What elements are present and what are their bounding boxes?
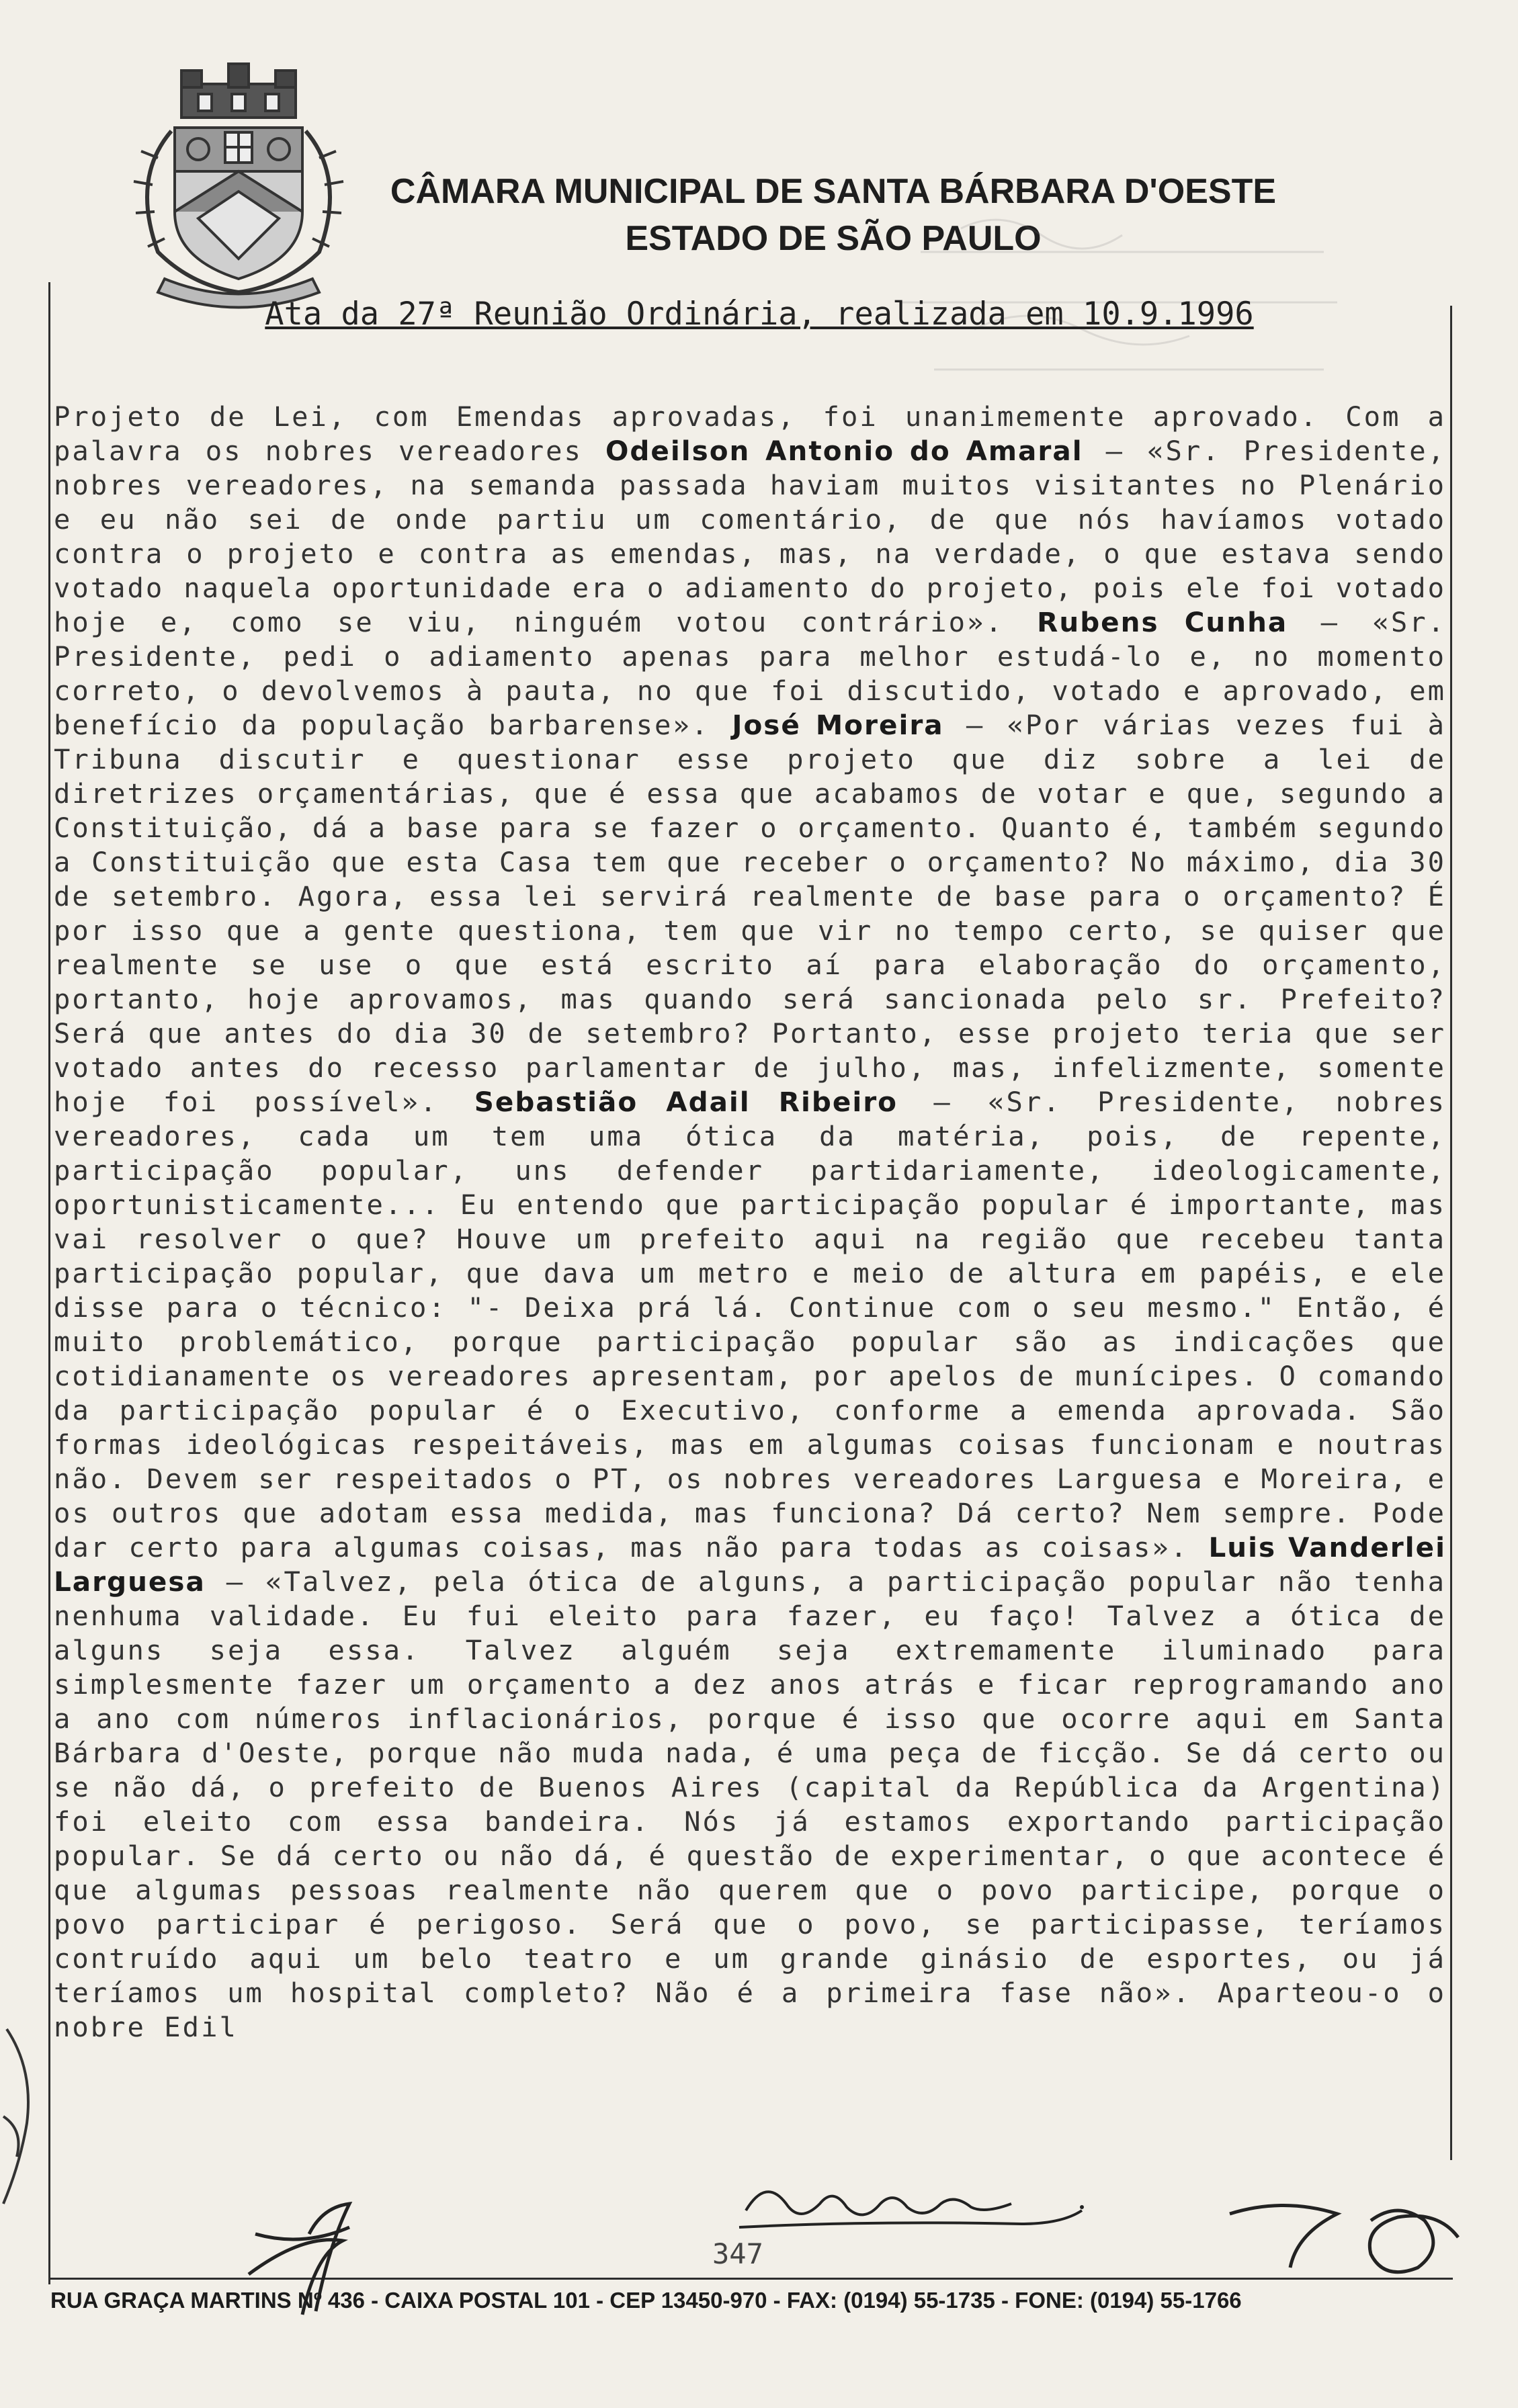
page-number: 347 bbox=[712, 2237, 763, 2270]
margin-signature-mark bbox=[0, 2016, 40, 2217]
body-text-segment: – «Sr. Presidente, nobres vereadores, na semanda passada haviam muitos visitantes no Plenário e eu não sei de onde partiu um comentário, de que nós havíamos votado contra o projeto e contra as emendas, mas, na verdade, o que estava sendo votado naquela oportunidade era o adiamento do projeto, pois ele foi votado hoje e, como se viu, ninguém votou contrário». bbox=[54, 435, 1446, 638]
minutes-body bbox=[54, 400, 1446, 2045]
body-text-segment: – «Sr. Presidente, pedi o adiamento apenas para melhor estudá-lo e, no momento correto, o devolvemos à pauta, no que foi discutido, votado e aprovado, em benefício da população barbarense». bbox=[54, 606, 1446, 741]
body-text-segment: – «Por várias vezes fui à Tribuna discutir e questionar esse projeto que diz sobre a lei de diretrizes orçamentárias, que é essa que acabamos de votar e que, segundo a Constituição, dá a base para se fazer o orçamento. Quanto é, também segundo a Constituição que esta Casa tem que receber o orçamento? No máximo, dia 30 de setembro. Agora, essa lei servirá realmente de base para o orçamento? É por isso que a gente questiona, tem que vir no tempo certo, se quiser que realmente se use o que está escrito aí para elaboração do orçamento, portanto, hoje aprovamos, mas quando será sancionada pelo sr. Prefeito? Será que antes do dia 30 de setembro? Portanto, esse projeto teria que ser votado antes do recesso parlamentar de julho, mas, infelizmente, somente hoje foi possível». bbox=[54, 709, 1447, 1118]
body-text-segment: Projeto de Lei, com Emendas aprovadas, foi unanimemente aprovado. Com a palavra os nobres vereadores bbox=[54, 400, 1446, 467]
frame-right-line bbox=[1450, 306, 1452, 2160]
institution-name: CÂMARA MUNICIPAL DE SANTA BÁRBARA D'OESTE bbox=[390, 172, 1277, 211]
body-text-segment: – «Sr. Presidente, nobres vereadores, cada um tem uma ótica da matéria, pois, de repente, participação popular, uns defender partidariamente, ideologicamente, oportunisticamente... Eu entendo que participação popular é importante, mas vai resolver o que? Houve um prefeito aqui na região que recebeu tanta participação popular, que dava um metro e meio de altura em papéis, e ele disse para o técnico: "- Deixa prá lá. Continue com o seu mesmo." Então, é muito problemático, porque participação popular são as indicações que cotidianamente os vereadores apresentam, por apelos de munícipes. O comando da participação popular é o Executivo, conforme a emenda aprovada. São formas ideológicas respeitáveis, mas em algumas coisas funcionam e noutras não. Devem ser respeitados o PT, os nobres vereadores Larguesa e Moreira, e os outros que adotam essa medida, mas funciona? Dá certo? Nem sempre. Pode dar certo para algumas coisas, mas não para todas as coisas». bbox=[54, 1086, 1446, 1563]
speaker-name: Luis Vanderlei Larguesa bbox=[54, 1531, 1447, 1598]
speaker-name: Odeilson Antonio do Amaral bbox=[605, 435, 1083, 467]
minutes-title: Ata da 27ª Reunião Ordinária, realizada em 10.9.1996 bbox=[265, 296, 1254, 333]
frame-left-line bbox=[48, 282, 50, 2284]
signature-center bbox=[732, 2170, 1109, 2244]
signature-right bbox=[1216, 2184, 1499, 2278]
speaker-name: José Moreira bbox=[732, 709, 944, 741]
speaker-name: Sebastião Adail Ribeiro bbox=[474, 1086, 898, 1118]
body-text-segment: – «Talvez, pela ótica de alguns, a participação popular não tenha nenhuma validade. Eu fui eleito para fazer, eu faço! Talvez a ótica de alguns seja essa. Talvez alguém seja extremamente iluminado para simplesmente fazer um orçamento a dez anos atrás e ficar reprogramando ano a ano com números inflacionários, porque é isso que ocorre aqui em Santa Bárbara d'Oeste, porque não muda nada, é uma peça de ficção. Se dá certo ou se não dá, o prefeito de Buenos Aires (capital da República da Argentina) foi eleito com essa bandeira. Nós já estamos exportando participação popular. Se dá certo ou não dá, é questão de experimentar, o que acontece é que algumas pessoas realmente não querem que o povo participe, porque o povo participar é perigoso. Será que o povo, se participasse, teríamos contruído aqui um belo teatro e um grande ginásio de esportes, ou já teríamos um hospital completo? Não é a primeira fase não». Aparteou-o o nobre Edil bbox=[54, 1565, 1446, 2043]
state-name: ESTADO DE SÃO PAULO bbox=[625, 219, 1042, 258]
footer-address: RUA GRAÇA MARTINS Nº 436 - CAIXA POSTAL 101 - CEP 13450-970 - FAX: (0194) 55-1735 - FONE: (0194) 55-1766 bbox=[50, 2288, 1242, 2313]
speaker-name: Rubens Cunha bbox=[1037, 606, 1288, 638]
municipal-coat-of-arms bbox=[118, 57, 360, 312]
